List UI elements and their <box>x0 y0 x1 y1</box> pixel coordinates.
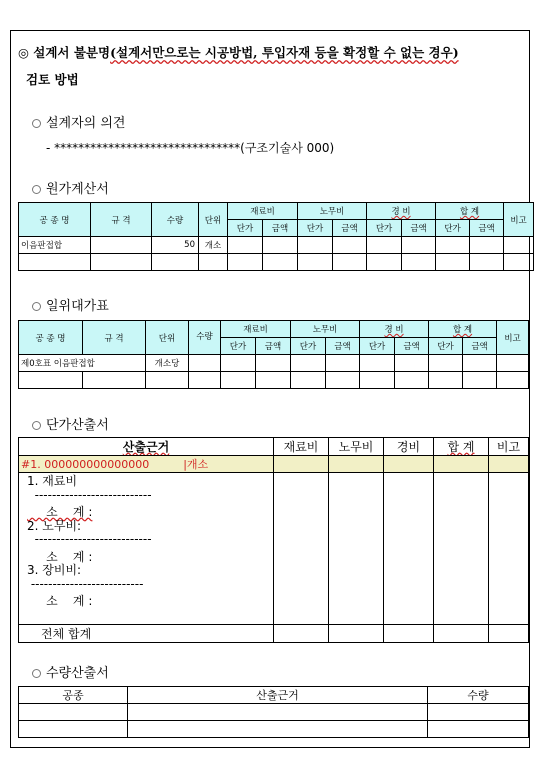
col-total: 합 계 <box>436 203 504 220</box>
double-circle-icon: ◎ <box>18 45 29 60</box>
section-opinion <box>32 112 125 131</box>
section-unit-table-label: 일위대가표 <box>46 299 109 314</box>
opinion-text: - *******************************(구조기술사 000) <box>46 141 335 155</box>
table-row <box>19 704 529 721</box>
section-quantity <box>32 662 109 681</box>
col-amount: 금액 <box>263 220 298 237</box>
unit-cost-table <box>18 320 529 389</box>
col-qty: 수량 <box>152 203 199 237</box>
cell-item: 제0호표 이음판접합 <box>19 355 146 372</box>
col-unit-price: 단가 <box>298 220 333 237</box>
cell-qty <box>189 355 221 372</box>
col-material: 재료비 <box>221 321 291 338</box>
title-line2: 검토 방법 <box>26 72 79 87</box>
col-item: 공 종 명 <box>19 321 83 355</box>
col-qty: 수량 <box>189 321 221 355</box>
cost-table <box>18 202 534 271</box>
col-unit-price: 단가 <box>291 338 326 355</box>
circle-bullet-icon <box>32 119 41 128</box>
table-row <box>19 237 534 254</box>
col-expense: 경 비 <box>367 203 436 220</box>
col-material: 재료비 <box>274 438 329 456</box>
col-unit-price: 단가 <box>367 220 402 237</box>
section-unit-price-label: 단가산출서 <box>46 418 109 433</box>
table-row <box>19 254 534 271</box>
circle-bullet-icon <box>32 421 41 430</box>
col-spec: 규 격 <box>83 321 146 355</box>
col-basis: 산출근거 <box>19 438 274 456</box>
title-main: 설계서 불분명 <box>33 45 111 60</box>
col-quantity: 수량 <box>428 687 529 704</box>
quantity-sheet <box>18 686 529 738</box>
item-code: #1. 000000000000000 |개소 <box>19 456 274 473</box>
col-amount: 금액 <box>402 220 436 237</box>
col-amount: 금액 <box>463 338 497 355</box>
col-unit-price: 단가 <box>429 338 463 355</box>
table-row <box>19 355 529 372</box>
col-unit: 단위 <box>199 203 228 237</box>
col-material: 재료비 <box>228 203 298 220</box>
col-unit-price: 단가 <box>436 220 470 237</box>
item-row <box>19 456 529 473</box>
section-cost-label: 원가계산서 <box>46 182 109 197</box>
table-row <box>19 721 529 738</box>
section-opinion-label: 설계자의 의견 <box>46 116 126 131</box>
col-amount: 금액 <box>470 220 504 237</box>
col-unit: 단위 <box>146 321 189 355</box>
circle-bullet-icon <box>32 185 41 194</box>
grand-total-label: 전체 합계 <box>19 625 274 643</box>
section-cost <box>32 178 109 197</box>
cell-unit: 개소 <box>199 237 228 254</box>
col-unit-price: 단가 <box>228 220 263 237</box>
col-labor: 노무비 <box>298 203 367 220</box>
col-spec: 규 격 <box>91 203 152 237</box>
col-amount: 금액 <box>333 220 367 237</box>
section-quantity-label: 수량산출서 <box>46 666 109 681</box>
col-note: 비고 <box>497 321 529 355</box>
col-labor: 노무비 <box>329 438 384 456</box>
title-condition: (설계서만으로는 시공방법, 투입자재 등을 확정할 수 없는 경우) <box>110 45 459 60</box>
cell-qty: 50 <box>152 237 199 254</box>
circle-bullet-icon <box>32 302 41 311</box>
col-expense: 경비 <box>384 438 434 456</box>
col-total: 합 계 <box>434 438 489 456</box>
col-work-type: 공종 <box>19 687 128 704</box>
cell-unit: 개소당 <box>146 355 189 372</box>
unit-price-sheet <box>18 437 529 643</box>
col-total: 합 계 <box>429 321 497 338</box>
col-note: 비고 <box>489 438 529 456</box>
col-expense: 경 비 <box>360 321 429 338</box>
cell-item: 이음판접합 <box>19 237 91 254</box>
col-item: 공 종 명 <box>19 203 91 237</box>
col-labor: 노무비 <box>291 321 360 338</box>
col-amount: 금액 <box>256 338 291 355</box>
section-unit-table <box>32 295 109 314</box>
calculation-body: 1. 재료비 --------------------------- 소 계 : 2. 노무비: --------------------------- 소 계 : 3. 장비비: -------------------------- 소 계 : <box>19 473 274 625</box>
table-row <box>19 372 529 389</box>
circle-bullet-icon <box>32 669 41 678</box>
col-amount: 금액 <box>395 338 429 355</box>
col-amount: 금액 <box>326 338 360 355</box>
section-unit-price <box>32 414 109 433</box>
col-unit-price: 단가 <box>221 338 256 355</box>
col-basis: 산출근거 <box>128 687 428 704</box>
document-title <box>18 43 459 61</box>
cell-spec <box>91 237 152 254</box>
col-unit-price: 단가 <box>360 338 395 355</box>
col-note: 비고 <box>504 203 534 237</box>
